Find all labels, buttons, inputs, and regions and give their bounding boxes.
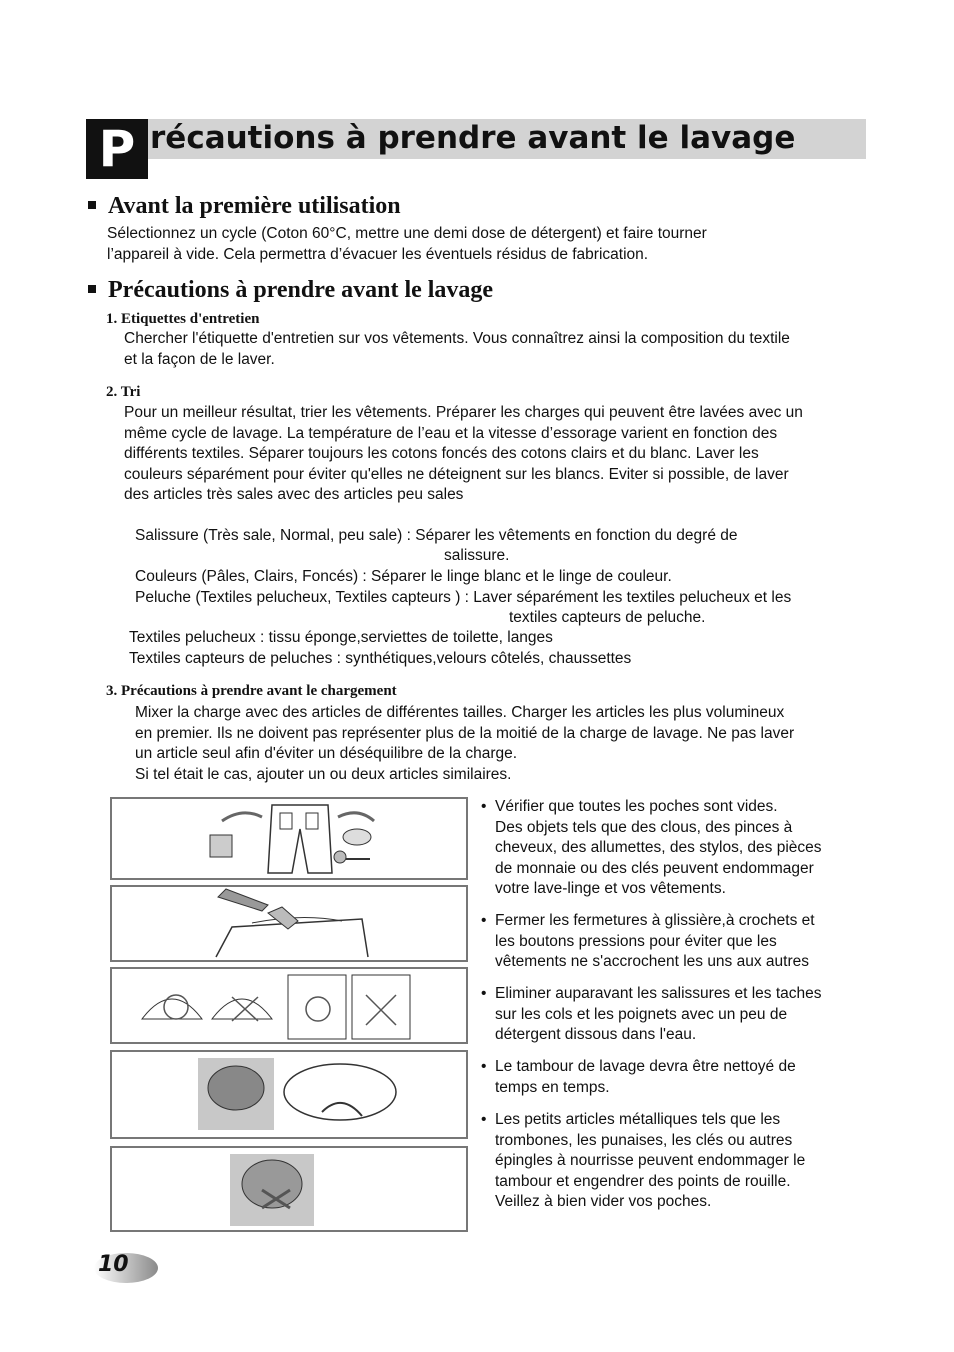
- item-care-labels-text: Chercher l'étiquette d'entretien sur vos vêtements. Vous connaîtrez ainsi la composition du textile et la façon de le laver.: [124, 330, 790, 368]
- lint-producers-line: Textiles pelucheux : tissu éponge,serviettes de toilette, langes: [129, 629, 553, 646]
- sort-dirt-line-cont: salissure.: [444, 547, 510, 564]
- square-bullet-icon: [88, 201, 96, 209]
- drum-metal-items-illustration: [112, 1148, 468, 1232]
- section-heading-first-use: Avant la première utilisation: [88, 192, 401, 220]
- figure-close-zippers: [110, 885, 468, 962]
- section-heading-precautions: Précautions à prendre avant le lavage: [88, 276, 493, 304]
- section-first-use-text: Sélectionnez un cycle (Coton 60°C, mettre une demi dose de détergent) et faire tourner l’appareil à vide. Cela permettra d’évacuer les éventuels résidus de fabrication.: [107, 225, 707, 263]
- page-title: récautions à prendre avant le lavage: [150, 120, 796, 156]
- bullet-remove-stains: • Eliminer auparavant les salissures et les taches sur les cols et les poignets avec un peu de détergent dissous dans l'eau.: [481, 985, 822, 1043]
- figure-stains-collars: [110, 967, 468, 1044]
- drum-cleaning-illustration: [112, 1052, 468, 1139]
- sort-dirt-line: Salissure (Très sale, Normal, peu sale) : Séparer les vêtements en fonction du degré de: [135, 527, 738, 544]
- title-initial-box: P: [86, 119, 148, 179]
- bullet-empty-pockets: • Vérifier que toutes les poches sont vides. Des objets tels que des clous, des pinces à cheveux, des allumettes, des stylos, des pièces de monnaie ou des clés peuvent endommager votre lave-linge et vos vêtements.: [481, 798, 822, 897]
- trousers-pockets-illustration: [112, 799, 468, 880]
- figure-clean-drum: [110, 1050, 468, 1139]
- page-number: 10: [98, 1252, 129, 1277]
- figure-metal-items: [110, 1146, 468, 1232]
- item-sorting-text: Pour un meilleur résultat, trier les vêtements. Préparer les charges qui peuvent être lavées avec un même cycle de lavage. La température de l’eau et la vitesse d’essorage varient en fonction des différents textiles. Séparer toujours les cotons foncés des cotons clairs et du blanc. Laver les couleurs séparément pour éviter qu'elles ne déteignent sur les blancs. Eviter si possible, de laver des articles très sales avec des articles peu sales: [124, 404, 803, 503]
- sort-lint-line: Peluche (Textiles pelucheux, Textiles capteurs ) : Laver séparément les textiles pelucheux et les: [135, 589, 792, 606]
- garment-detergent-illustration: [112, 887, 468, 962]
- bullet-close-zippers: • Fermer les fermetures à glissière,à crochets et les boutons pressions pour éviter que les vêtements ne s'accrochent les uns aux autres: [481, 912, 815, 970]
- item-heading-sorting: 2. Tri: [106, 384, 141, 400]
- figure-empty-pockets: [110, 797, 468, 880]
- item-heading-care-labels: 1. Etiquettes d'entretien: [106, 311, 260, 327]
- bullet-metal-items: • Les petits articles métalliques tels que les trombones, les punaises, les clés ou autres épingles à nourrisse peuvent endommager le tambour et engendrer des points de rouille. Veillez à bien vider vos poches.: [481, 1111, 806, 1210]
- bullet-clean-drum: • Le tambour de lavage devra être nettoyé de temps en temps.: [481, 1058, 796, 1096]
- item-loading-text: Mixer la charge avec des articles de différentes tailles. Charger les articles les plus volumineux en premier. Ils ne doivent pas représenter plus de la moitié de la charge de lavage. Ne pas laver un article seul afin d'éviter un déséquilibre de la charge. Si tel était le cas, ajouter un ou deux articles similaires.: [135, 704, 795, 783]
- sort-colors-line: Couleurs (Pâles, Clairs, Foncés) : Séparer le linge blanc et le linge de couleur.: [135, 568, 672, 585]
- item-heading-loading: 3. Précautions à prendre avant le chargement: [106, 683, 397, 699]
- sort-lint-line-cont: textiles capteurs de peluche.: [509, 609, 706, 626]
- collars-cuffs-illustration: [112, 969, 468, 1044]
- lint-collectors-line: Textiles capteurs de peluches : synthétiques,velours côtelés, chaussettes: [129, 650, 632, 667]
- square-bullet-icon: [88, 285, 96, 293]
